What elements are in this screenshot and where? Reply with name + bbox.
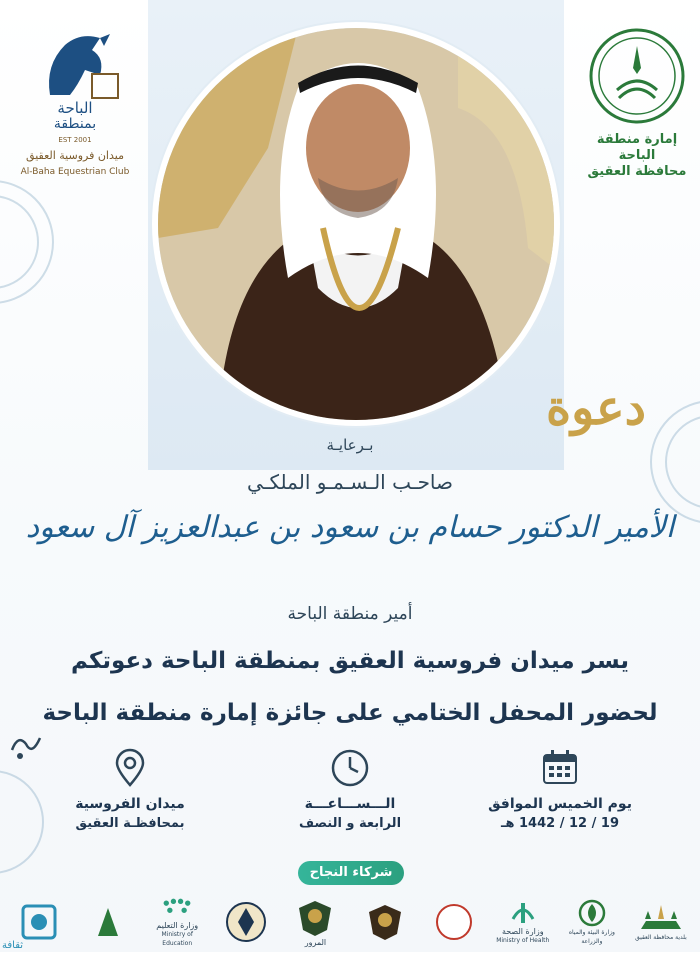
highness-title: صاحـب الـسـمـو الملكـي [246, 470, 454, 494]
place-info [40, 748, 220, 831]
equestrian-logo-line1: الباحة [57, 99, 93, 117]
red-crescent-logo [425, 896, 483, 948]
education-logo: وزارة التعليم Ministry of Education [148, 896, 206, 948]
prince-name: الأمير الدكتور حسام بن سعود بن عبدالعزيز آل سعود [25, 510, 675, 545]
calendar-icon [540, 748, 580, 788]
equestrian-logo-line2: بمنطقة [53, 116, 97, 132]
under-patronage: بـرعايـة [326, 436, 374, 454]
date-label: يوم الخميس الموافق [488, 796, 632, 812]
watermark: ثقافة [2, 940, 24, 951]
time-value: الرابعة و النصف [298, 816, 402, 831]
clock-icon [330, 748, 370, 788]
emirate-logo [578, 28, 696, 180]
invite-word-text: دعوة [546, 380, 646, 436]
sports-logo [79, 896, 137, 948]
emblem-icon [589, 28, 685, 124]
emirate-line2: محافظة العقيق [587, 164, 687, 179]
invitation-line1: يسر ميدان فروسية العقيق بمنطقة الباحة دعوتكم [70, 648, 630, 674]
side-calligraphy-icon [8, 730, 44, 766]
bottom-left-deco-ring [0, 770, 44, 874]
bottom-bar [0, 952, 700, 968]
invitation-line2: لحضور المحفل الختامي على جائزة إمارة منطقة الباحة [42, 700, 658, 726]
equestrian-english: Al-Baha Equestrian Club [20, 167, 130, 177]
emirate-line1: إمارة منطقة الباحة [596, 132, 678, 163]
time-info [260, 748, 440, 831]
portrait-frame [152, 22, 560, 426]
prince-portrait [158, 28, 554, 420]
traffic-logo: المرور [286, 896, 344, 948]
environment-logo: وزارة البيئة والمياه والزراعة [563, 896, 621, 948]
equestrian-logo-line3: ميدان فروسية العقيق [26, 149, 124, 162]
date-value: 19 / 12 / 1442 هـ [501, 816, 619, 831]
place-value: بمحافظـة العقيق [75, 816, 185, 831]
partners-label: شركاء النجاح [298, 861, 404, 885]
horse-head-icon [30, 30, 120, 100]
time-label: الـــســـاعـــة [304, 796, 396, 812]
security-logo [356, 896, 414, 948]
location-pin-icon [110, 748, 150, 788]
health-logo: وزارة الصحة Ministry of Health [494, 896, 552, 948]
prince-title: أمير منطقة الباحة [287, 604, 413, 624]
date-info [470, 748, 650, 831]
place-label: ميدان الفروسية [75, 796, 185, 812]
partners-row [10, 892, 690, 952]
baladiya-logo: بلدية محافظة العقيق [632, 896, 690, 948]
civil-defense-logo [217, 896, 275, 948]
equestrian-club-logo [10, 30, 140, 180]
equestrian-est: EST 2001 [58, 136, 92, 144]
